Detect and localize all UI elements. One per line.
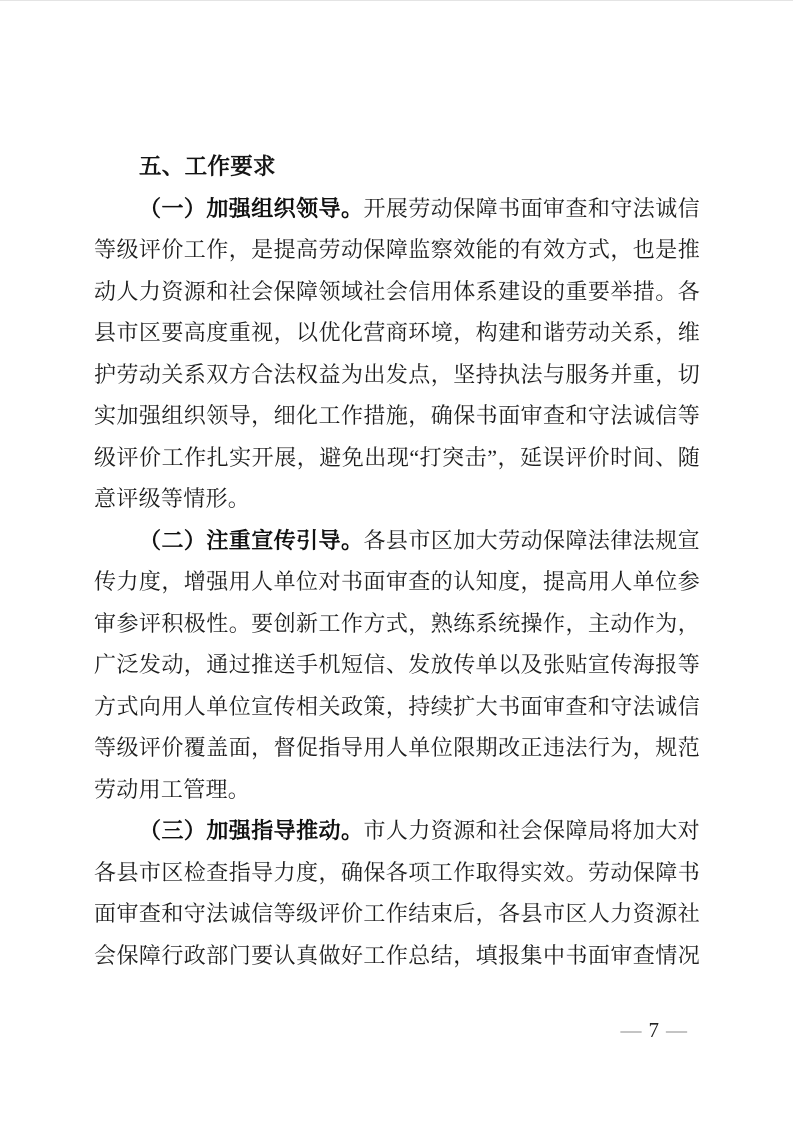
text-line xyxy=(94,271,700,313)
line-text: 县市区要高度重视，以优化营商环境，构建和谐劳动关系，维 xyxy=(94,320,700,345)
page-number xyxy=(621,1016,688,1044)
line-text: 方式向用人单位宣传相关政策，持续扩大书面审查和守法诚信 xyxy=(94,693,700,719)
text-line xyxy=(94,437,700,479)
text-line xyxy=(94,686,700,728)
line-text: 实加强组织领导，细化工作措施，确保书面审查和守法诚信等 xyxy=(94,403,700,428)
paragraph-lead: （二）注重宣传引导。 xyxy=(139,527,364,553)
line-text: 各县市区加大劳动保障法律法规宣 xyxy=(363,527,700,553)
page-top-edge xyxy=(0,0,793,1)
line-text: 意评级等情形。 xyxy=(94,486,251,511)
line-text: 会保障行政部门要认真做好工作总结，填报集中书面审查情况 xyxy=(94,942,700,968)
page-number-dash-right: — xyxy=(666,1018,687,1042)
text-line xyxy=(94,354,700,396)
line-text: 各县市区检查指导力度，确保各项工作取得实效。劳动保障书 xyxy=(94,859,700,885)
text-line xyxy=(94,893,700,935)
paragraph-lead: （一）加强组织领导。 xyxy=(139,195,364,221)
line-text: 广泛发动，通过推送手机短信、发放传单以及张贴宣传海报等 xyxy=(94,652,700,677)
line-text: 级评价工作扎实开展，避免出现“打突击”，延误评价时间、随 xyxy=(94,444,700,470)
text-line xyxy=(94,603,700,645)
document-body xyxy=(94,146,700,976)
section-heading: 五、工作要求 xyxy=(139,154,276,179)
line-text: 护劳动关系双方合法权益为出发点，坚持执法与服务并重，切 xyxy=(94,361,700,387)
text-line xyxy=(94,561,700,603)
text-line xyxy=(94,395,700,437)
text-line xyxy=(94,312,700,354)
text-line xyxy=(94,229,700,271)
line-text: 传力度，增强用人单位对书面审查的认知度，提高用人单位参 xyxy=(94,569,700,594)
text-line xyxy=(94,478,700,520)
line-text: 等级评价工作，是提高劳动保障监察效能的有效方式，也是推 xyxy=(94,237,700,262)
line-text: 开展劳动保障书面审查和守法诚信 xyxy=(363,195,700,221)
text-line xyxy=(94,644,700,686)
text-line xyxy=(94,769,700,811)
line-text: 市人力资源和社会保障局将加大对 xyxy=(363,818,700,843)
text-line xyxy=(94,188,700,230)
line-text: 动人力资源和社会保障领域社会信用体系建设的重要举措。各 xyxy=(94,278,700,304)
text-line xyxy=(94,810,700,852)
line-text: 审参评积极性。要创新工作方式，熟练系统操作，主动作为， xyxy=(94,610,700,636)
text-line xyxy=(94,852,700,894)
line-text: 劳动用工管理。 xyxy=(94,776,251,802)
text-line xyxy=(94,727,700,769)
line-text: 等级评价覆盖面，督促指导用人单位限期改正违法行为，规范 xyxy=(94,735,700,760)
text-line xyxy=(94,935,700,977)
line-text: 面审查和守法诚信等级评价工作结束后，各县市区人力资源社 xyxy=(94,901,700,926)
text-line xyxy=(94,520,700,562)
paragraph-lead: （三）加强指导推动。 xyxy=(139,818,364,843)
page-number-value: 7 xyxy=(648,1018,659,1042)
page-number-dash-left: — xyxy=(620,1018,642,1042)
